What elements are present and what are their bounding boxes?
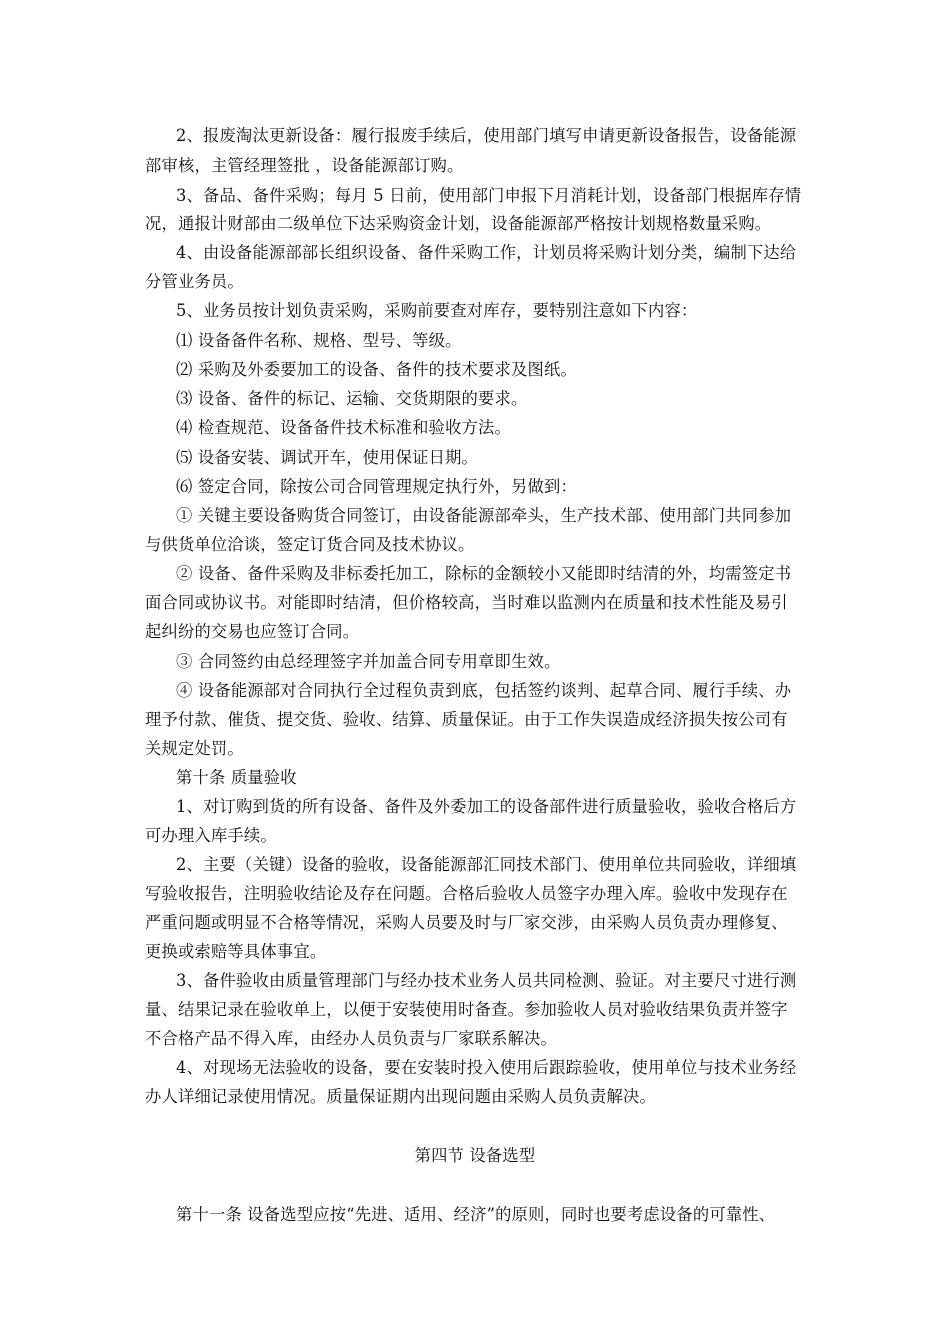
text-line: 4、对现场无法验收的设备，要在安装时投入使用后跟踪验收，使用单位与技术业务经	[176, 1058, 797, 1077]
text-line: 更换或索赔等具体事宜。	[145, 942, 327, 961]
text-line: 2、主要（关键）设备的验收，设备能源部汇同技术部门、使用单位共同验收，详细填	[176, 855, 797, 874]
text-line: 起纠纷的交易也应签订合同。	[145, 622, 360, 641]
text-line: 写验收报告，注明验收结论及存在问题。合格后验收人员签字办理入库。验收中发现存在	[145, 884, 788, 903]
list-item: ⑶ 设备、备件的标记、运输、交货期限的要求。	[176, 389, 528, 408]
text-line: 理予付款、催货、提交货、验收、结算、质量保证。由于工作失误造成经济损失按公司有	[145, 710, 788, 729]
text-line: 面合同或协议书。对能即时结清，但价格较高，当时难以监测内在质量和技术性能及易引	[145, 593, 788, 612]
text-line: 关规定处罚。	[145, 739, 244, 758]
text-line: 分管业务员。	[145, 272, 244, 291]
list-item: ② 设备、备件采购及非标委托加工，除标的金额较小又能即时结清的外，均需签定书	[176, 564, 792, 583]
text-line: 2、报废淘汰更新设备：履行报废手续后，使用部门填写申请更新设备报告，设备能源	[176, 126, 797, 145]
list-item: ⑴ 设备备件名称、规格、型号、等级。	[176, 331, 462, 350]
list-item: ⑷ 检查规范、设备备件技术标准和验收方法。	[176, 418, 512, 437]
list-item: ⑹ 签定合同，除按公司合同管理规定执行外，另做到：	[176, 477, 577, 496]
list-item: ④ 设备能源部对合同执行全过程负责到底，包括签约谈判、起草合同、履行手续、办	[176, 681, 792, 700]
section-heading: 第四节 设备选型	[414, 1146, 536, 1165]
text-line: 3、备品、备件采购；每月 5 日前，使用部门申报下月消耗计划，设备部门根据库存情	[176, 186, 802, 205]
text-line: 可办理入库手续。	[145, 826, 277, 845]
text-line: 5、业务员按计划负责采购，采购前要查对库存，要特别注意如下内容：	[176, 301, 698, 320]
list-item: ⑵ 采购及外委要加工的设备、备件的技术要求及图纸。	[176, 360, 577, 379]
text-line: 况，通报计财部由二级单位下达采购资金计划，设备能源部严格按计划规格数量采购。	[145, 214, 772, 233]
article-heading: 第十条 质量验收	[176, 768, 297, 787]
list-item: ① 关键主要设备购货合同签订，由设备能源部牵头，生产技术部、使用部门共同参加	[176, 506, 792, 525]
list-item: ⑸ 设备安装、调试开车，使用保证日期。	[176, 448, 479, 467]
text-line: 4、由设备能源部部长组织设备、备件采购工作，计划员将采购计划分类，编制下达给	[176, 243, 797, 262]
text-line: 与供货单位洽谈，签定订货合同及技术协议。	[145, 535, 475, 554]
text-line: 办人详细记录使用情况。质量保证期内出现问题由采购人员负责解决。	[145, 1087, 656, 1106]
text-line: 1、对订购到货的所有设备、备件及外委加工的设备部件进行质量验收，验收合格后方	[176, 797, 797, 816]
text-line: 部审核，主管经理签批 ，设备能源部订购。	[145, 156, 464, 175]
text-line: 3、备件验收由质量管理部门与经办技术业务人员共同检测、验证。对主要尺寸进行测	[176, 971, 797, 990]
list-item: ③ 合同签约由总经理签字并加盖合同专用章即生效。	[176, 652, 561, 671]
text-line: 严重问题或明显不合格等情况，采购人员要及时与厂家交涉，由采购人员负责办理修复、	[145, 913, 788, 932]
article-heading: 第十一条 设备选型应按“先进、适用、经济”的原则，同时也要考虑设备的可靠性、	[176, 1205, 776, 1224]
text-line: 量、结果记录在验收单上，以便于安装使用时备查。参加验收人员对验收结果负责并签字	[145, 1000, 788, 1019]
text-line: 不合格产品不得入库，由经办人员负责与厂家联系解决。	[145, 1029, 558, 1048]
